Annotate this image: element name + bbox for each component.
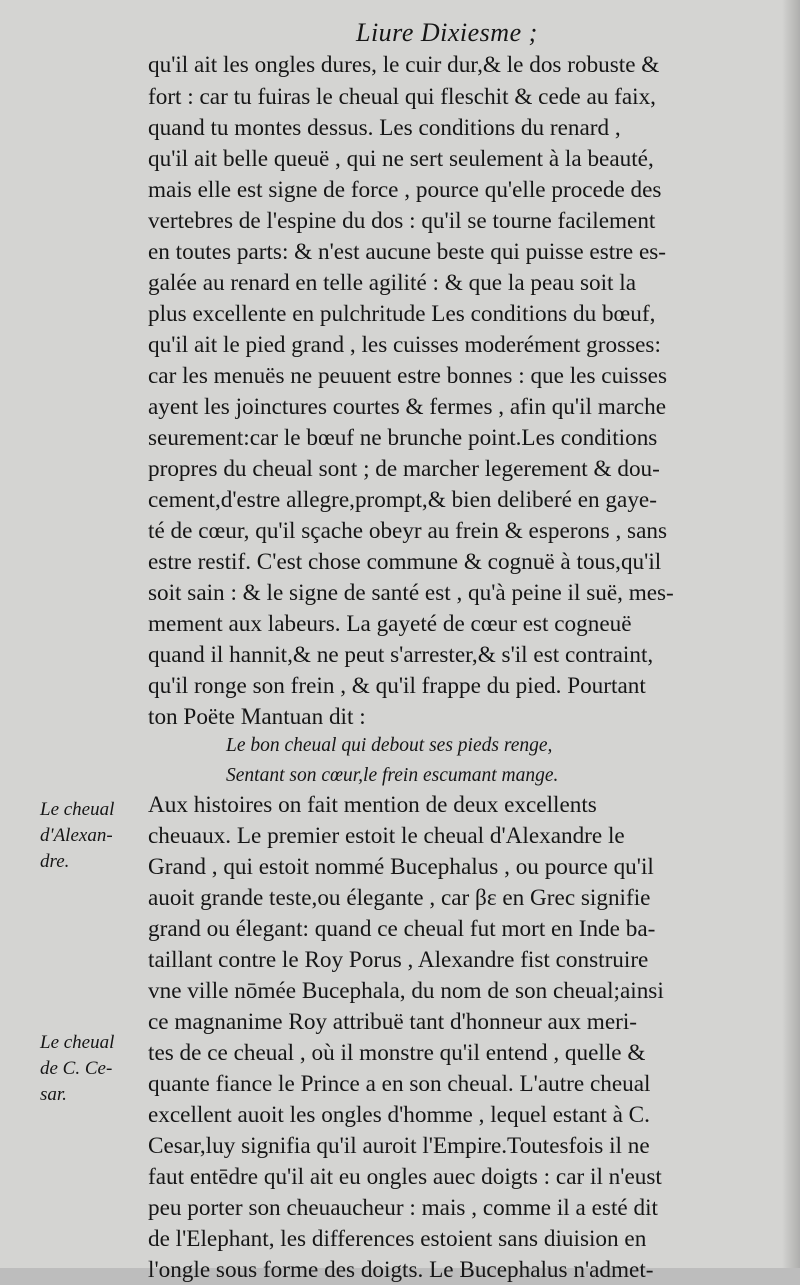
margin-note-line: dre.	[40, 851, 70, 872]
body-line: mement aux labeurs. La gayeté de cœur est cogneuë	[148, 611, 632, 637]
body-line: qu'il ait le pied grand , les cuisses moderément grosses:	[148, 332, 661, 358]
margin-note-line: Le cheual	[40, 1032, 115, 1053]
margin-note-line: sar.	[40, 1084, 67, 1105]
margin-note-line: de C. Ce-	[40, 1058, 113, 1079]
body-line: qu'il ronge son frein , & qu'il frappe du pied. Pourtant	[148, 673, 646, 699]
body-line: de l'Elephant, les differences estoient sans diuision en	[148, 1226, 647, 1252]
body-line: quand il hannit,& ne peut s'arrester,& s'il est contraint,	[148, 642, 654, 668]
verse-line: Le bon cheual qui debout ses pieds renge,	[226, 735, 553, 756]
body-line: mais elle est signe de force , pource qu'elle procede des	[148, 177, 662, 203]
body-line: tes de ce cheual , où il monstre qu'il entend , quelle &	[148, 1040, 646, 1066]
body-line: l'ongle sous forme des doigts. Le Bucephalus n'admet-	[148, 1257, 654, 1283]
margin-note-line: d'Alexan-	[40, 825, 113, 846]
page-gutter-shadow	[782, 0, 800, 1268]
body-line: peu porter son cheuaucheur : mais , comme il a esté dit	[148, 1195, 658, 1221]
body-line: plus excellente en pulchritude Les conditions du bœuf,	[148, 301, 656, 327]
body-line: qu'il ait les ongles dures, le cuir dur,& le dos robuste &	[148, 52, 660, 78]
body-line: cement,d'estre allegre,prompt,& bien deliberé en gaye-	[148, 487, 657, 513]
body-line: quand tu montes dessus. Les conditions du renard ,	[148, 115, 621, 141]
body-line: taillant contre le Roy Porus , Alexandre fist construire	[148, 947, 649, 973]
running-title: Liure Dixiesme ;	[356, 18, 538, 47]
body-line: Cesar,luy signifia qu'il auroit l'Empire.Toutesfois il ne	[148, 1133, 650, 1159]
body-line: ce magnanime Roy attribuë tant d'honneur aux meri-	[148, 1009, 638, 1035]
margin-note-line: Le cheual	[40, 799, 115, 820]
body-line: propres du cheual sont ; de marcher legerement & dou-	[148, 456, 660, 482]
body-line: grand ou élegant: quand ce cheual fut mort en Inde ba-	[148, 916, 656, 942]
body-line: ton Poëte Mantuan dit :	[148, 704, 366, 730]
body-line: quante fiance le Prince a en son cheual. L'autre cheual	[148, 1071, 651, 1097]
body-line: faut entēdre qu'il ait eu ongles auec doigts : car il n'eust	[148, 1164, 662, 1190]
body-line: auoit grande teste,ou élegante , car βε en Grec signifie	[148, 885, 651, 911]
body-line: en toutes parts: & n'est aucune beste qui puisse estre es-	[148, 239, 667, 265]
body-line: ayent les joinctures courtes & fermes , afin qu'il marche	[148, 394, 666, 420]
body-line: cheuaux. Le premier estoit le cheual d'Alexandre le	[148, 823, 625, 849]
body-line: excellent auoit les ongles d'homme , lequel estant à C.	[148, 1102, 650, 1128]
verse-line: Sentant son cœur,le frein escumant mange.	[226, 765, 559, 786]
body-line: fort : car tu fuiras le cheual qui fleschit & cede au faix,	[148, 84, 656, 110]
body-line: té de cœur, qu'il sçache obeyr au frein & esperons , sans	[148, 518, 667, 544]
body-line: Grand , qui estoit nommé Bucephalus , ou pource qu'il	[148, 854, 654, 880]
body-line: soit sain : & le signe de santé est , qu'à peine il suë, mes-	[148, 580, 674, 606]
body-line: Aux histoires on fait mention de deux excellents	[148, 792, 597, 818]
body-line: qu'il ait belle queuë , qui ne sert seulement à la beauté,	[148, 146, 654, 172]
body-line: estre restif. C'est chose commune & cognuë à tous,qu'il	[148, 549, 662, 575]
body-line: vne ville nōmée Bucephala, du nom de son cheual;ainsi	[148, 978, 664, 1004]
body-line: vertebres de l'espine du dos : qu'il se tourne facilement	[148, 208, 656, 234]
body-line: car les menuës ne peuuent estre bonnes : que les cuisses	[148, 363, 667, 389]
body-line: galée au renard en telle agilité : & que la peau soit la	[148, 270, 637, 296]
body-line: seurement:car le bœuf ne brunche point.Les conditions	[148, 425, 658, 451]
